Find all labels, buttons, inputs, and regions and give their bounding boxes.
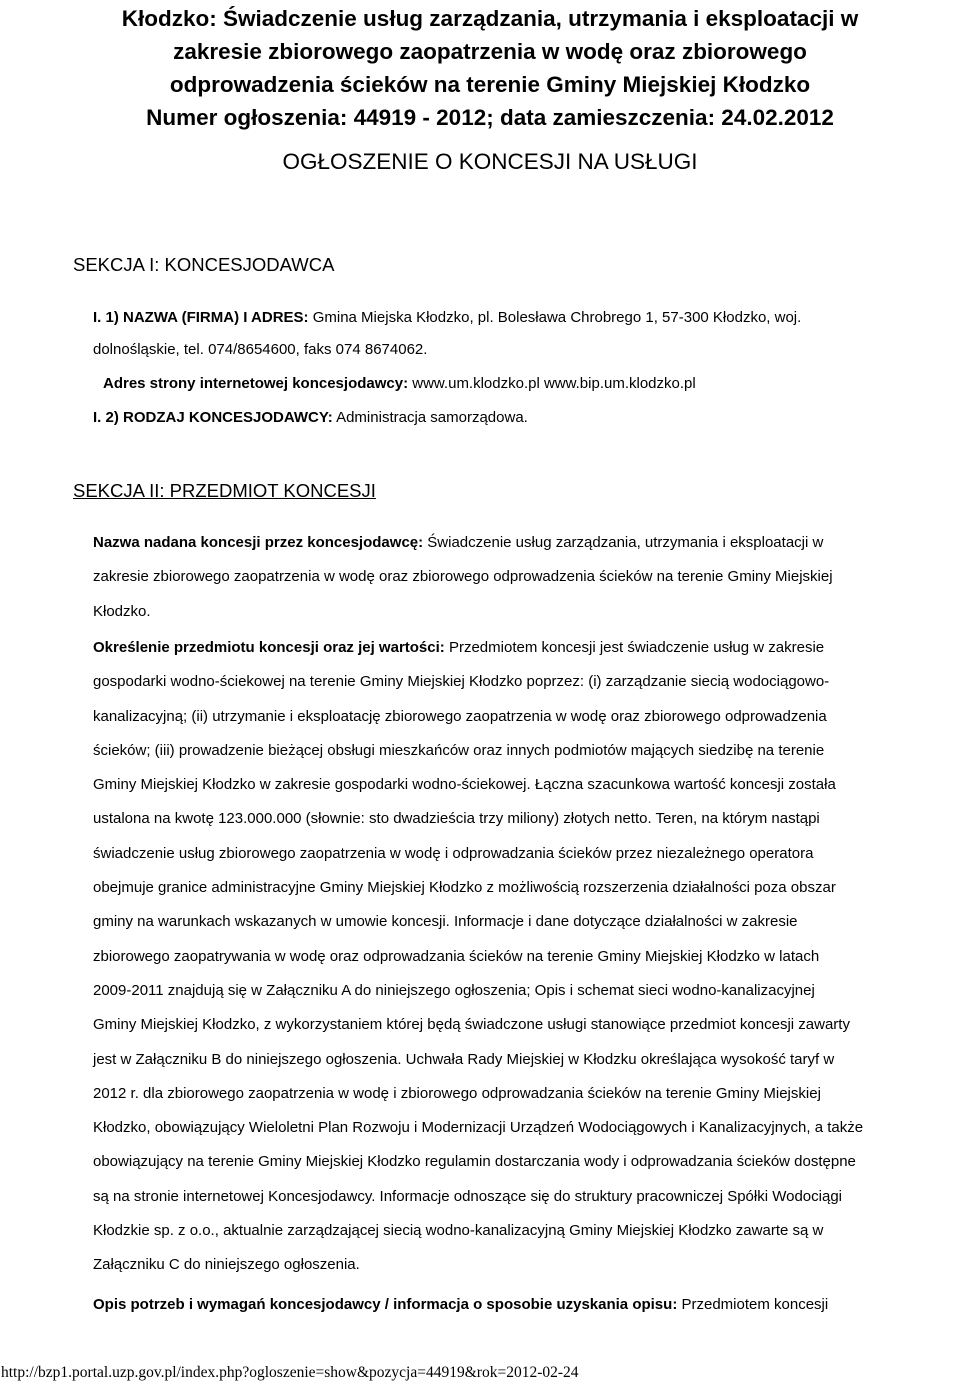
paragraph-line: Kłodzkie sp. z o.o., aktualnie zarządzającej siecią wodno-kanalizacyjną Gminy Miejskiej Kłodzko zawarte są w (93, 1222, 824, 1240)
name-value: Gmina Miejska Kłodzko, pl. Bolesława Chrobrego 1, 57-300 Kłodzko, woj. (308, 309, 802, 326)
contracting-authority-name (93, 308, 801, 328)
paragraph-line (93, 1288, 959, 1322)
document-title (60, 2, 920, 134)
requirements-label: Opis potrzeb i wymagań koncesjodawcy / informacja o sposobie uzyskania opisu: (93, 1296, 678, 1313)
paragraph-line: gospodarki wodno-ściekowej na terenie Gminy Miejskiej Kłodzko poprzez: (i) zarządzanie siecią wodociągowo- (93, 673, 830, 691)
paragraph-line: obowiązujący na terenie Gminy Miejskiej Kłodzko regulamin dostarczania wody i odprowadzania ścieków dostępne (93, 1153, 856, 1171)
notice-number-line: Numer ogłoszenia: 44919 - 2012; data zamieszczenia: 24.02.2012 (146, 105, 834, 130)
paragraph-line: 2009-2011 znajdują się w Załączniku A do niniejszego ogłoszenia; Opis i schemat sieci wodno-kanalizacyjnej (93, 981, 815, 999)
paragraph-line (93, 526, 959, 560)
title-line-2: zakresie zbiorowego zaopatrzenia w wodę oraz zbiorowego (173, 39, 807, 64)
concession-subject-value: Przedmiotem koncesji jest świadczenie usług w zakresie (444, 639, 825, 656)
authority-type-label: I. 2) RODZAJ KONCESJODAWCY: (93, 409, 333, 426)
requirements-paragraph (93, 1288, 959, 1322)
section-2-heading: SEKCJA II: PRZEDMIOT KONCESJI (73, 480, 376, 501)
name-label: I. 1) NAZWA (FIRMA) I ADRES: (93, 309, 309, 326)
paragraph-line: 2012 r. dla zbiorowego zaopatrzenia w wodę i zbiorowego odprowadzania ścieków na terenie Gminy Miejskiej (93, 1084, 821, 1102)
authority-type-line (93, 408, 528, 428)
paragraph-line: zbiorowego zaopatrywania w wodę oraz odprowadzania ścieków na terenie Gminy Miejskiej Kłodzko w latach (93, 947, 820, 965)
concession-name-value: Świadczenie usług zarządzania, utrzymania i eksploatacji w (423, 534, 824, 551)
paragraph-line: jest w Załączniku B do niniejszego ogłoszenia. Uchwała Rady Miejskiej w Kłodzku określająca wysokość taryf w (93, 1050, 835, 1068)
page-footer-url[interactable]: http://bzp1.portal.uzp.gov.pl/index.php?ogloszenie=show&pozycja=44919&rok=2012-02-24 (1, 1364, 579, 1381)
website-line (103, 374, 696, 394)
paragraph-line: Kłodzko. (93, 602, 151, 620)
contracting-authority-name-cont: dolnośląskie, tel. 074/8654600, faks 074 8674062. (93, 341, 428, 358)
authority-type-value: Administracja samorządowa. (332, 409, 528, 426)
paragraph-line (93, 631, 959, 665)
title-line-3: odprowadzenia ścieków na terenie Gminy Miejskiej Kłodzko (169, 72, 811, 97)
requirements-value: Przedmiotem koncesji (677, 1296, 829, 1313)
website-label: Adres strony internetowej koncesjodawcy: (103, 375, 409, 392)
document-subtitle: OGŁOSZENIE O KONCESJI NA USŁUGI (282, 149, 698, 174)
paragraph-line: są na stronie internetowej Koncesjodawcy. Informacje odnoszące się do struktury pracowniczej Spółki Wodociągi (93, 1187, 842, 1205)
concession-subject-paragraph (93, 631, 959, 1283)
paragraph-line: zakresie zbiorowego zaopatrzenia w wodę oraz zbiorowego odprowadzenia ścieków na terenie Gminy Miejskiej (93, 568, 833, 586)
paragraph-line: Załączniku C do niniejszego ogłoszenia. (93, 1256, 360, 1274)
paragraph-line: Gminy Miejskiej Kłodzko w zakresie gospodarki wodno-ściekowej. Łączna szacunkowa wartość koncesji została (93, 776, 836, 794)
section-1-heading: SEKCJA I: KONCESJODAWCA (73, 254, 335, 275)
paragraph-line: ścieków; (iii) prowadzenie bieżącej obsługi mieszkańców oraz innych podmiotów mających siedzibę na terenie (93, 741, 825, 759)
concession-name-paragraph (93, 526, 959, 629)
website-value: www.um.klodzko.pl www.bip.um.klodzko.pl (408, 375, 696, 392)
paragraph-line: Kłodzko, obowiązujący Wieloletni Plan Rozwoju i Modernizacji Urządzeń Wodociągowych i Kanalizacyjnych, a także (93, 1119, 864, 1137)
paragraph-line: obejmuje granice administracyjne Gminy Miejskiej Kłodzko z możliwością rozszerzenia działalności poza obszar (93, 879, 836, 897)
paragraph-line: Gminy Miejskiej Kłodzko, z wykorzystaniem której będą świadczone usługi stanowiące przedmiot koncesji zawarty (93, 1016, 850, 1034)
paragraph-line: ustalona na kwotę 123.000.000 (słownie: sto dwadzieścia trzy miliony) złotych netto. Teren, na którym nastąpi (93, 810, 820, 828)
title-line-1: Kłodzko: Świadczenie usług zarządzania, utrzymania i eksploatacji w (121, 6, 859, 31)
concession-subject-label: Określenie przedmiotu koncesji oraz jej wartości: (93, 639, 445, 656)
paragraph-line: gminy na warunkach wskazanych w umowie koncesji. Informacje i dane dotyczące działalności w zakresie (93, 913, 798, 931)
paragraph-line: świadczenie usług zbiorowego zaopatrzenia w wodę i odprowadzania ścieków przez niezależnego operatora (93, 844, 814, 862)
concession-name-label: Nazwa nadana koncesji przez koncesjodawcę: (93, 534, 424, 551)
paragraph-line: kanalizacyjną; (ii) utrzymanie i eksploatację zbiorowego zaopatrzenia w wodę oraz zbiorowego odprowadzenia (93, 707, 827, 725)
